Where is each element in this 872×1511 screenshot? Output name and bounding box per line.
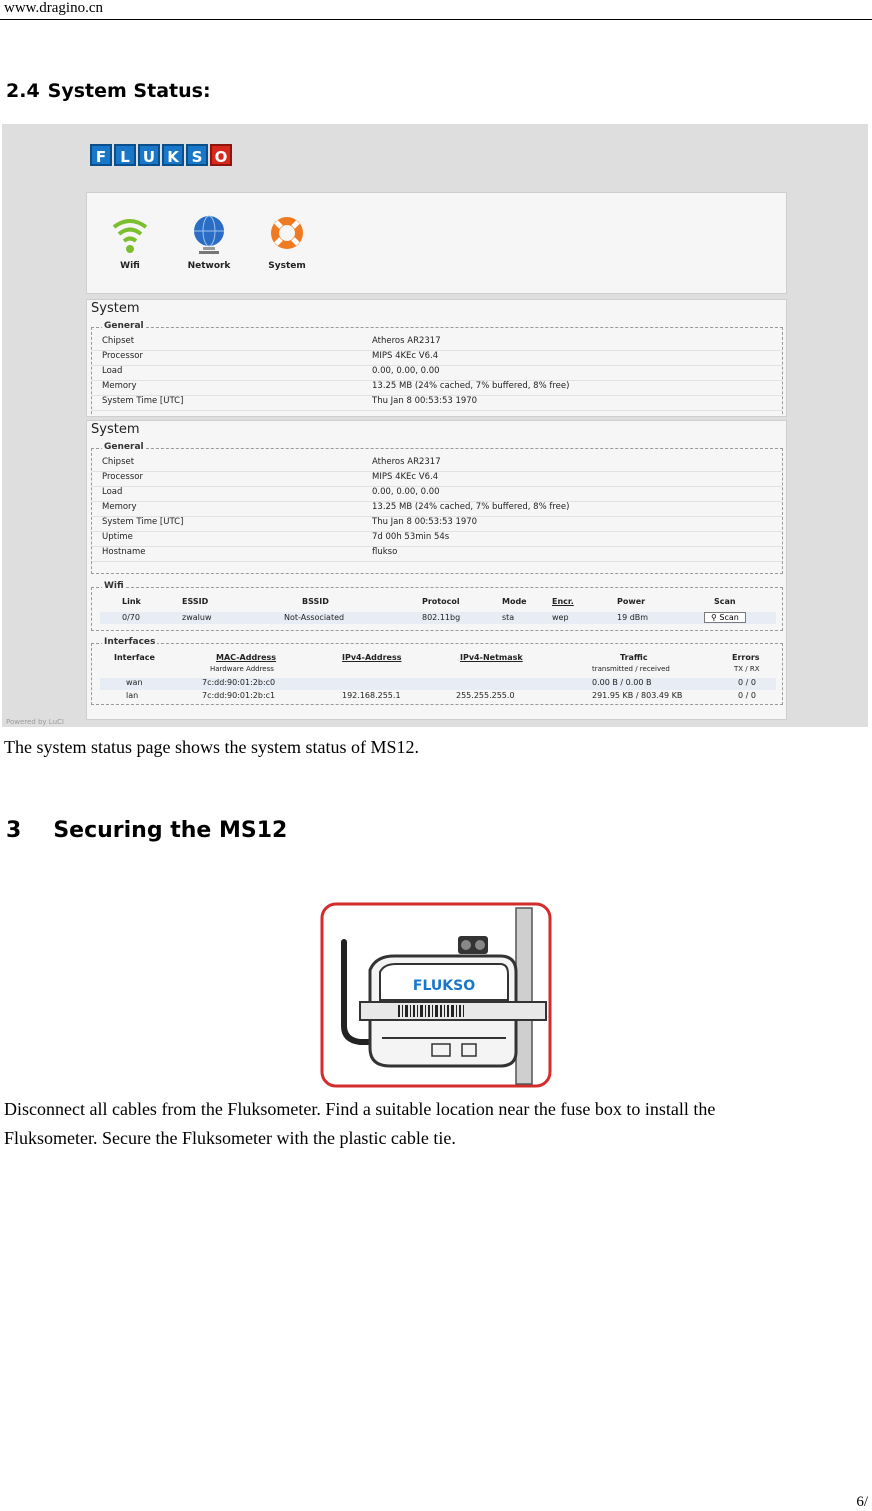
general-row [92,381,782,396]
interfaces-fieldset [91,637,783,705]
if-cell-ip: 192.168.255.1 [342,691,401,700]
interfaces-legend: Interfaces [104,637,156,647]
system-status-screenshot [2,124,868,727]
fluksometer-mounting-illustration [320,902,552,1088]
if-subheader: transmitted / received [592,665,670,673]
logo-letter: U [138,144,160,166]
nav-network[interactable] [169,213,249,271]
general-row [92,547,782,562]
general-row [92,502,782,517]
wifi-legend: Wifi [104,581,124,591]
row-key: Memory [102,502,137,512]
general-fieldset [91,442,783,574]
panel-title: System [91,301,140,316]
scan-button[interactable]: ⚲ Scan [704,612,746,623]
wifi-cell: 19 dBm [617,613,649,622]
general-row [92,472,782,487]
row-value: Thu Jan 8 00:53:53 1970 [372,396,478,406]
wifi-header: Protocol [422,597,460,606]
if-header: Errors [732,653,760,662]
row-key: Chipset [102,336,135,346]
row-value: Atheros AR2317 [372,457,441,467]
row-key: Load [102,366,123,376]
wifi-cell: 802.11bg [422,613,461,622]
general-row [92,366,782,381]
wifi-fieldset [91,581,783,631]
pole [516,908,532,1084]
general-fieldset [91,321,783,417]
if-header[interactable]: MAC-Address [216,653,277,662]
if-cell-iface: wan [126,678,143,687]
row-value: MIPS 4KEc V6.4 [372,351,439,361]
general-row [92,457,782,472]
row-value: 0.00, 0.00, 0.00 [372,366,440,376]
install-instructions-line1: Disconnect all cables from the Fluksometer. Find a suitable location near the fuse box to install the [4,1099,716,1119]
search-icon: ⚲ [711,613,720,622]
logo-letter: S [186,144,208,166]
row-key: Memory [102,381,137,391]
wifi-cell: Not-Associated [284,613,345,622]
row-key: Uptime [102,532,133,542]
if-cell-mac: 7c:dd:90:01:2b:c0 [202,678,276,687]
row-value: 13.25 MB (24% cached, 7% buffered, 8% free) [372,381,570,391]
row-value: 7d 00h 53min 54s [372,532,450,542]
system-panel-partial [86,299,787,417]
wifi-header[interactable]: Encr. [552,597,574,606]
flukso-logo [90,144,232,166]
section-heading-securing [6,818,287,843]
wifi-header: BSSID [302,597,329,606]
system-status-description: The system status page shows the system status of MS12. [4,737,419,757]
wifi-header: Scan [714,597,736,606]
if-cell-iface: lan [126,691,139,700]
if-cell-traffic: 0.00 B / 0.00 B [592,678,652,687]
if-header: Traffic [620,653,648,662]
if-cell-traffic: 291.95 KB / 803.49 KB [592,691,683,700]
nav-panel [86,192,787,294]
wifi-header: ESSID [182,597,209,606]
section-heading-system-status [6,80,211,102]
wifi-cell: 0/70 [122,613,140,622]
if-header: Interface [114,653,155,662]
general-row [92,487,782,502]
general-row [92,396,782,411]
row-value: flukso [372,547,398,557]
general-row [92,336,782,351]
wifi-header: Mode [502,597,527,606]
row-key: System Time [UTC] [102,396,184,406]
section-number: 3 [6,818,22,843]
section-title: System Status: [47,80,211,102]
row-value: MIPS 4KEc V6.4 [372,472,439,482]
system-panel [86,420,787,720]
row-key: Load [102,487,123,497]
if-subheader: TX / RX [734,665,760,673]
general-row [92,351,782,366]
globe-icon [189,213,229,257]
section-number: 2.4 [6,80,40,102]
logo-letter: K [162,144,184,166]
device-logo-text: FLUKSO [412,978,476,994]
panel-title: System [91,422,140,437]
wifi-cell: wep [552,613,569,622]
logo-letter: O [210,144,232,166]
row-key: Processor [102,472,143,482]
row-key: System Time [UTC] [102,517,184,527]
if-cell-mac: 7c:dd:90:01:2b:c1 [202,691,276,700]
logo-letter: L [114,144,136,166]
general-row [92,532,782,547]
powered-by: Powered by LuCI [6,718,64,726]
nav-label: System [268,261,306,271]
general-legend: General [104,442,144,452]
row-key: Chipset [102,457,135,467]
row-key: Processor [102,351,143,361]
device-logo [413,978,475,994]
row-value: Thu Jan 8 00:53:53 1970 [372,517,478,527]
lifebuoy-icon [267,213,307,257]
wifi-header: Link [122,597,141,606]
if-cell-mask: 255.255.255.0 [456,691,515,700]
nav-system[interactable] [247,213,327,271]
nav-wifi[interactable] [90,213,170,271]
row-key: Hostname [102,547,146,557]
nav-label: Wifi [120,261,140,271]
nav-label: Network [187,261,231,271]
wifi-icon [110,213,150,257]
if-subheader: Hardware Address [210,665,274,673]
row-value: 0.00, 0.00, 0.00 [372,487,440,497]
wifi-header: Power [617,597,646,606]
row-value: Atheros AR2317 [372,336,441,346]
section-title: Securing the MS12 [53,818,288,843]
header-divider [0,19,872,20]
if-header[interactable]: IPv4-Address [342,653,402,662]
row-value: 13.25 MB (24% cached, 7% buffered, 8% free) [372,502,570,512]
if-header[interactable]: IPv4-Netmask [460,653,523,662]
wifi-cell: sta [502,613,515,622]
logo-letter: F [90,144,112,166]
page-number: 6/ [856,1494,868,1510]
if-cell-errors: 0 / 0 [738,691,756,700]
if-cell-errors: 0 / 0 [738,678,756,687]
general-legend: General [104,321,144,331]
header-site: www.dragino.cn [4,0,104,16]
general-row [92,517,782,532]
wifi-cell: zwaluw [182,613,212,622]
install-instructions-line2: Fluksometer. Secure the Fluksometer with the plastic cable tie. [4,1128,456,1148]
